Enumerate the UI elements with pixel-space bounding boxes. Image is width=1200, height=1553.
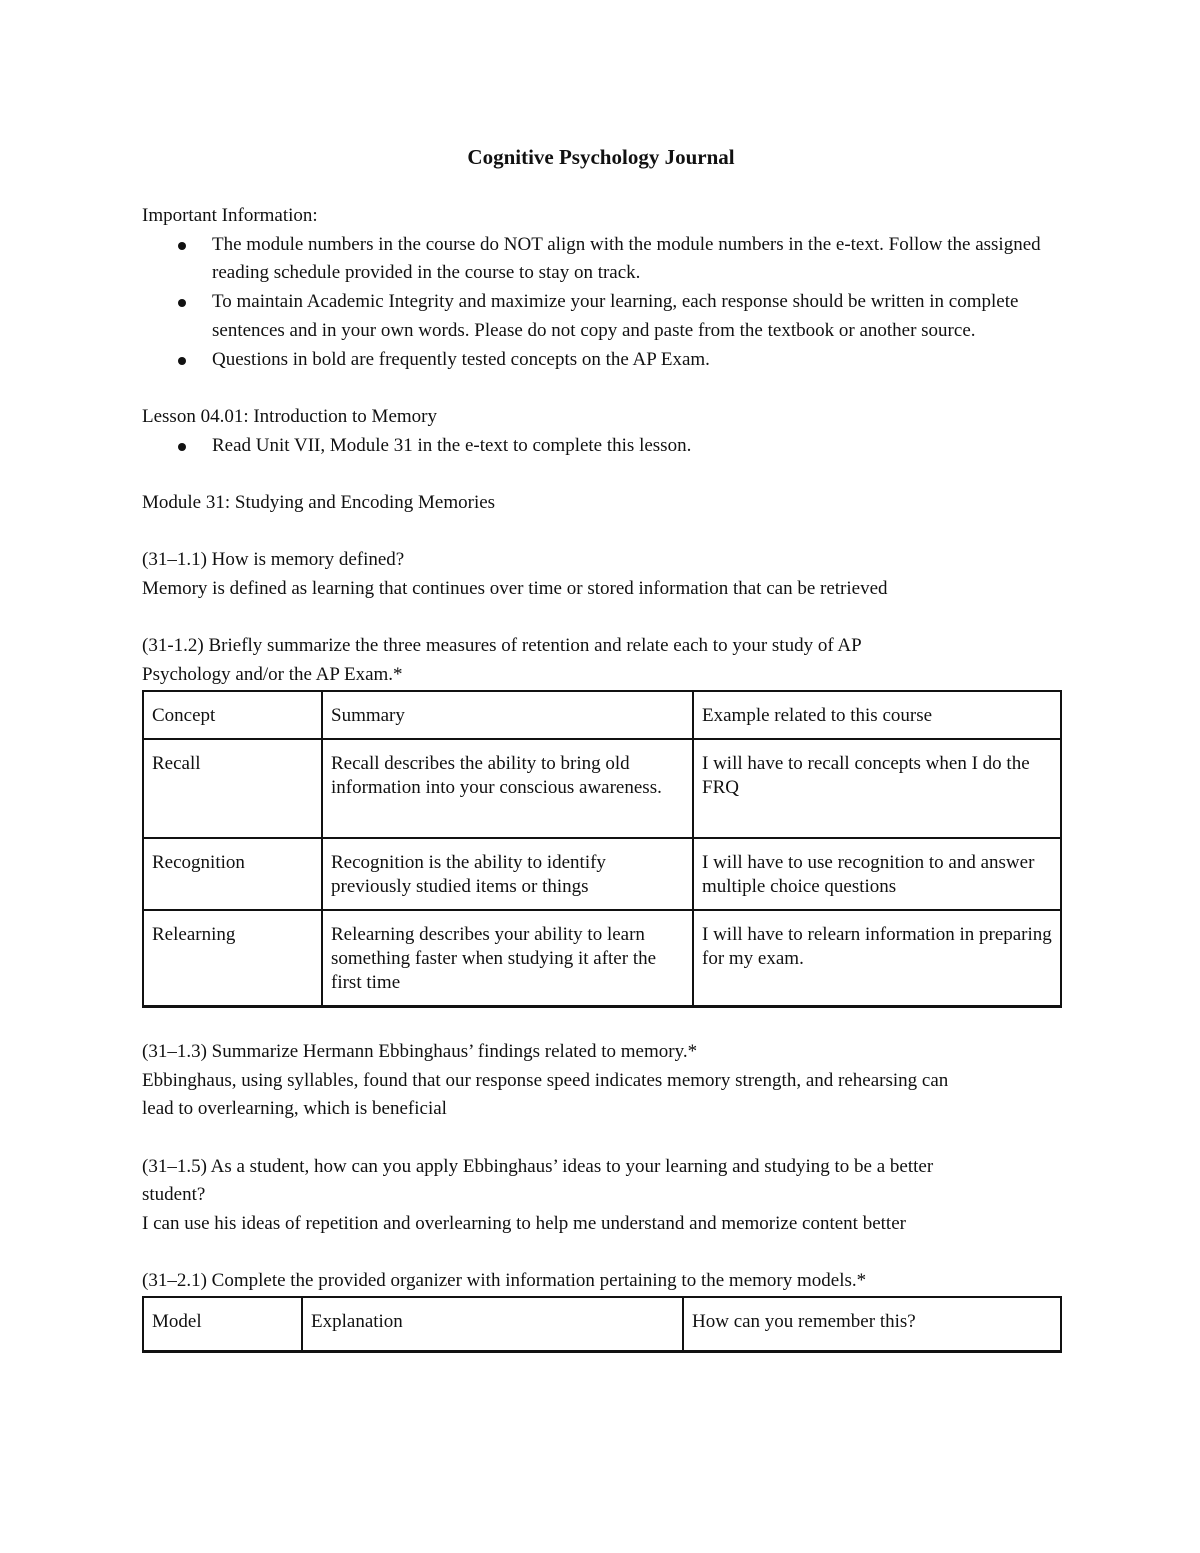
table-header-cell: Explanation <box>302 1297 683 1351</box>
table-header-row <box>143 691 1061 739</box>
important-info-heading: Important Information: <box>142 205 318 226</box>
list-item: Questions in bold are frequently tested concepts on the AP Exam. <box>142 346 1060 375</box>
table-cell: Recognition is the ability to identify previously studied items or things <box>322 838 693 910</box>
table-cell: Relearning describes your ability to learn something faster when studying it after the first time <box>322 910 693 1007</box>
question-31-2-1: (31–2.1) Complete the provided organizer with information pertaining to the memory models.* <box>142 1270 867 1292</box>
table-header-cell: Model <box>143 1297 302 1351</box>
table-header-cell: How can you remember this? <box>683 1297 1061 1351</box>
table-header-cell: Example related to this course <box>693 691 1061 739</box>
important-info-list <box>142 231 1060 375</box>
question-31-1-5-line2: student? <box>142 1184 206 1206</box>
table-row <box>143 838 1061 910</box>
bullet-icon <box>178 242 186 250</box>
question-31-1-3: (31–1.3) Summarize Hermann Ebbinghaus’ findings related to memory.* <box>142 1040 698 1062</box>
table-cell: Recognition <box>143 838 322 910</box>
question-31-1-2-line1: (31-1.2) Briefly summarize the three measures of retention and relate each to your study of AP <box>142 635 862 657</box>
bullet-icon <box>178 443 186 451</box>
module-heading: Module 31: Studying and Encoding Memories <box>142 492 496 513</box>
table-header-row <box>143 1297 1061 1351</box>
list-item: To maintain Academic Integrity and maximize your learning, each response should be written in complete sentences and in your own words. Please do not copy and paste from the textbook or another source. <box>142 288 1060 345</box>
table-row <box>143 910 1061 1007</box>
table-cell: Relearning <box>143 910 322 1007</box>
list-item: Read Unit VII, Module 31 in the e-text to complete this lesson. <box>142 432 1060 461</box>
answer-31-1-5: I can use his ideas of repetition and overlearning to help me understand and memorize content better <box>142 1213 906 1235</box>
question-31-1-1: (31–1.1) How is memory defined? <box>142 549 405 571</box>
answer-31-1-3-line2: lead to overlearning, which is beneficial <box>142 1098 447 1120</box>
question-31-1-2-line2: Psychology and/or the AP Exam.* <box>142 664 403 686</box>
table-cell: Recall describes the ability to bring old information into your conscious awareness. <box>322 739 693 838</box>
memory-models-table <box>142 1296 1062 1353</box>
bullet-icon <box>178 357 186 365</box>
retention-measures-table <box>142 690 1062 1008</box>
table-cell: I will have to relearn information in preparing for my exam. <box>693 910 1061 1007</box>
table-row <box>143 739 1061 838</box>
answer-31-1-3-line1: Ebbinghaus, using syllables, found that our response speed indicates memory strength, and rehearsing can <box>142 1069 949 1091</box>
table-cell: Recall <box>143 739 322 838</box>
document-title: Cognitive Psychology Journal <box>467 145 735 169</box>
table-header-cell: Summary <box>322 691 693 739</box>
bullet-icon <box>178 299 186 307</box>
question-31-1-5-line1: (31–1.5) As a student, how can you apply Ebbinghaus’ ideas to your learning and studying to be a better <box>142 1155 934 1177</box>
lesson-heading: Lesson 04.01: Introduction to Memory <box>142 405 437 427</box>
answer-31-1-1: Memory is defined as learning that continues over time or stored information that can be retrieved <box>142 578 888 600</box>
table-header-cell: Concept <box>143 691 322 739</box>
lesson-list <box>142 432 1060 461</box>
table-cell: I will have to recall concepts when I do the FRQ <box>693 739 1061 838</box>
document-page <box>142 140 1060 1353</box>
table-cell: I will have to use recognition to and answer multiple choice questions <box>693 838 1061 910</box>
list-item: The module numbers in the course do NOT align with the module numbers in the e-text. Follow the assigned reading schedule provided in the course to stay on track. <box>142 231 1060 288</box>
